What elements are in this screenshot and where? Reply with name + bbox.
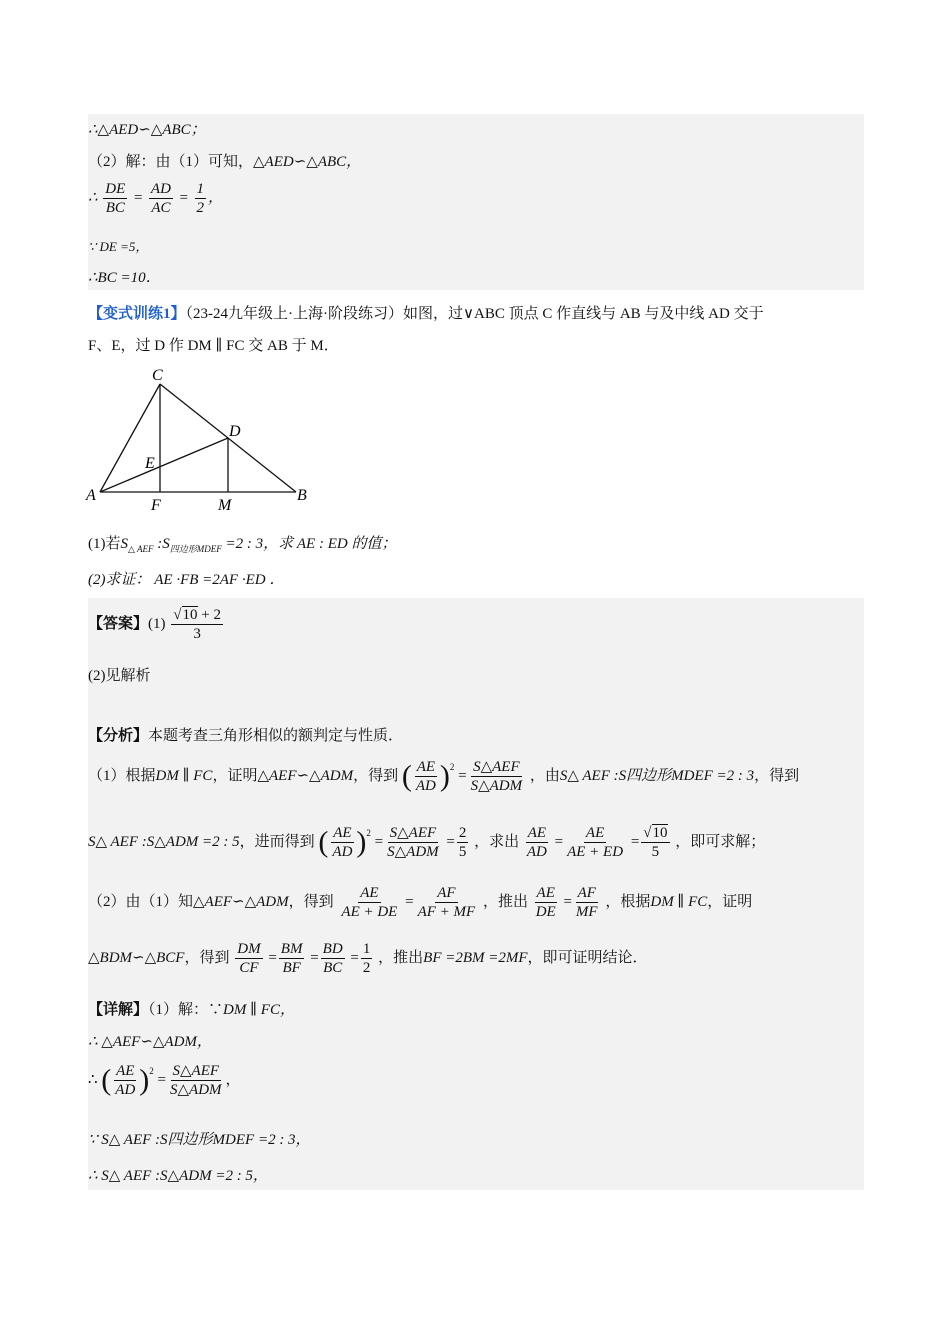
prev-line-1: ∴△AED∽△ABC； [88,122,206,138]
label-a: A [86,487,96,504]
detail-line-2: ∴ △AEF∽△ADM， [88,1034,212,1050]
question-2: (2)求证： AE ·FB =2AF ·ED ． [88,572,285,588]
analysis-line-1: （1）根据DM ∥ FC，证明△AEF∽△ADM，得到 ( $\frac{AE}{AD}$ )$^2$ = $\frac{\text{S△AEF}}{\text{S△ADM}}$ ，由S△ AEF :S四边形MDEF =2 : 3，得到 [88,759,800,794]
detail-line-4: ∵ S△ AEF :S四边形MDEF =2 : 3， [88,1132,311,1148]
analysis-line-3: （2）由（1）知△AEF∽△ADM，得到 $\frac{AE}{AE + DE}$ = $\frac{AF}{AF + MF}$ ，推出 $\frac{AE}{DE}$ = $\frac{AF}{MF}$ ，根据DM ∥ FC，证明 [88,885,753,920]
answer-fraction: $\frac{√10 + 2}{3}$ [173,607,221,642]
fraction: $\frac{1}{2}$ [196,181,205,216]
prev-line-5: ∴BC =10． [88,270,161,286]
question-1: (1)若$S_{\triangle AEF}$ $:S_{四边形MDEF} =2$ : 3，求 AE : ED 的值； [88,536,397,554]
variant-training-tag: 【变式训练1】 [88,306,186,322]
detail-tag: 【详解】 [88,1002,149,1018]
label-m: M [218,497,232,514]
problem-line-2: F、E，过 D 作 DM ∥ FC 交 AB 于 M． [88,338,339,354]
label-f: F [151,497,161,514]
problem-line-1: 【变式训练1】（23-24九年级上·上海·阶段练习）如图，过∨ABC 顶点 C 作直线与 AB 与及中线 AD 交于 [88,306,764,322]
answer-tag: 【答案】 [88,615,149,632]
prev-line-4: ∵ DE =5， [88,239,149,254]
label-b: B [297,487,307,504]
prev-line-3: ∴ $\frac{DE}{BC}$ = $\frac{AD}{AC}$ = $\frac{1}{2}$ ， [88,181,224,216]
label-e: E [145,455,155,472]
analysis-line-2: S△ AEF :S△ADM =2 : 5，进而得到 ( $\frac{AE}{AD}$ )$^2$ = $\frac{\text{S△AEF}}{\text{S△ADM}}$ = $\frac{2}{5}$ ，求出 $\frac{AE}{AD}$ = $\frac{AE}{AE + ED}$ = $\frac{√10}{5}$ ，即可求解； [88,825,766,860]
answer-line-2: (2)见解析 [88,668,151,684]
fraction: $\frac{DE}{BC}$ [105,181,126,216]
analysis-tag: 【分析】 [88,728,149,744]
detail-line-3: ∴ ( $\frac{AE}{AD}$ )$^2$ = $\frac{\text{S△AEF}}{\text{S△ADM}}$ ， [88,1063,241,1098]
answer-line-1: 【答案】(1) $\frac{√10 + 2}{3}$ [88,607,221,642]
detail-line-5: ∴ S△ AEF :S△ADM =2 : 5， [88,1168,268,1184]
analysis-line-4: △BDM∽△BCF，得到 $\frac{DM}{CF}$ = $\frac{BM}{BF}$ = $\frac{BD}{BC}$ = $\frac{1}{2}$ ，推出BF =2BM =2MF，即可证明结论． [88,941,648,976]
label-d: D [229,423,241,440]
fraction: $\frac{AD}{AC}$ [150,181,171,216]
prev-line-2: （2）解：由（1）可知，△AED∽△ABC， [88,154,362,170]
detail-line-1: 【详解】（1）解：∵DM ∥ FC， [88,1002,295,1018]
label-c: C [152,367,163,384]
triangle-figure [84,362,324,517]
analysis-intro: 【分析】本题考查三角形相似的额判定与性质． [88,728,404,744]
